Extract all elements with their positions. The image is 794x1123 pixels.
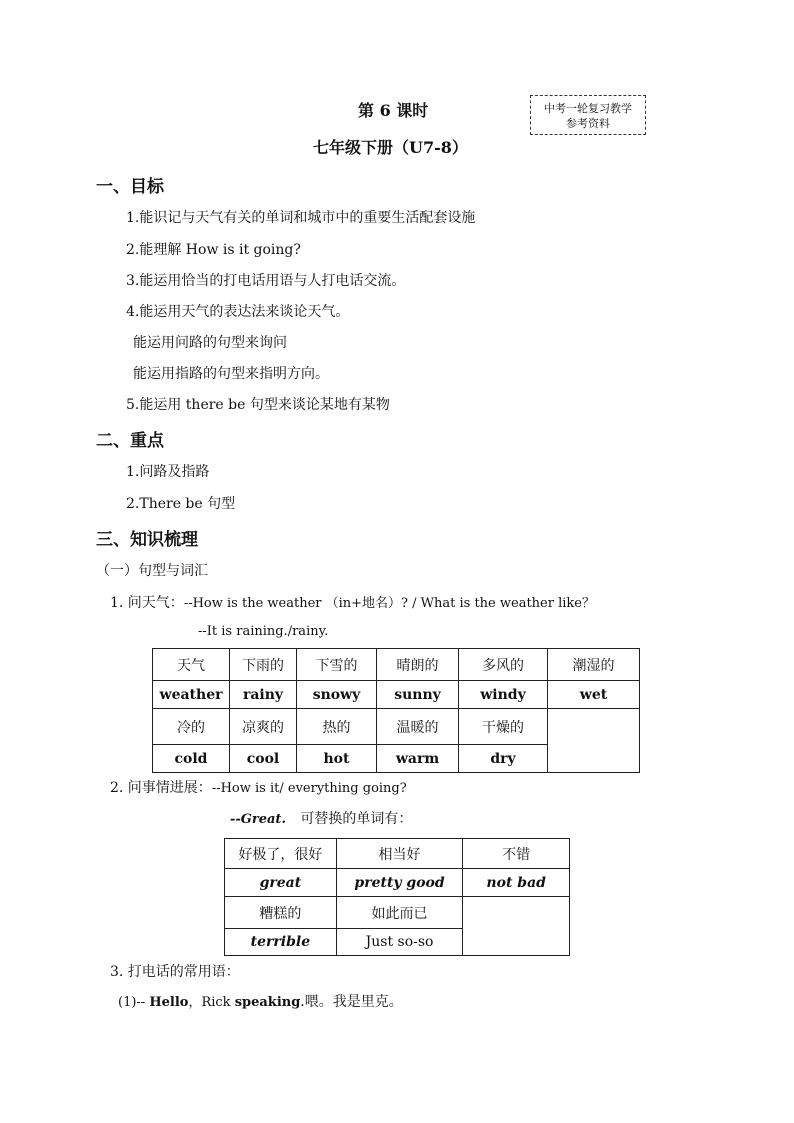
phone-line-prefix: (1)--: [118, 995, 150, 1010]
weather-cell: 潮湿的: [548, 649, 640, 681]
progress-answer-great: --Great.: [230, 812, 286, 827]
goal-item-4: 4.能运用天气的表达法来谈论天气。: [126, 304, 350, 320]
progress-empty-cell: [463, 897, 570, 956]
progress-cell: pretty good: [336, 869, 463, 897]
key-item-1: 1.问路及指路: [126, 464, 210, 480]
weather-question-label: 1. 问天气：: [110, 595, 184, 611]
weather-cell: wet: [548, 681, 640, 709]
weather-cell: 晴朗的: [377, 649, 459, 681]
knowledge-subheading: （一）句型与词汇: [96, 563, 208, 579]
progress-cell: great: [225, 869, 337, 897]
weather-cell: cold: [153, 745, 230, 773]
weather-row-cn-2: [153, 709, 640, 745]
weather-cell: hot: [297, 745, 377, 773]
unit-title: 七年级下册（U7-8）: [313, 138, 468, 157]
progress-row-cn-2: [225, 897, 570, 929]
weather-cell: 冷的: [153, 709, 230, 745]
key-item-2: 2.There be 句型: [126, 496, 236, 512]
goal-item-1: 1.能识记与天气有关的单词和城市中的重要生活配套设施: [126, 210, 476, 226]
progress-question-label: 2. 问事情进展：: [110, 780, 212, 796]
goal-item-3: 3.能运用恰当的打电话用语与人打电话交流。: [126, 273, 406, 289]
weather-question: [110, 592, 595, 612]
reference-stamp: [530, 95, 646, 135]
progress-answer-note: 可替换的单词有：: [300, 811, 413, 827]
weather-cell: 下雨的: [230, 649, 297, 681]
stamp-line-2: 参考资料: [566, 117, 610, 130]
progress-cell: terrible: [225, 929, 337, 956]
weather-question-text: --How is the weather （in+地名）? / What is the weather like？: [183, 596, 595, 611]
weather-row-cn-1: [153, 649, 640, 681]
phone-line-1: [118, 991, 403, 1011]
progress-row-cn-1: [225, 839, 570, 869]
weather-cell: rainy: [230, 681, 297, 709]
weather-cell: sunny: [377, 681, 459, 709]
weather-cell: 温暖的: [377, 709, 459, 745]
weather-cell: cool: [230, 745, 297, 773]
weather-cell: dry: [459, 745, 548, 773]
goal-item-2: 2.能理解 How is it going?: [126, 242, 301, 258]
weather-cell: 热的: [297, 709, 377, 745]
phone-rest: .喂。我是里克。: [300, 994, 403, 1010]
progress-cell: 如此而已: [336, 897, 463, 929]
phone-hello: Hello: [149, 995, 189, 1010]
weather-row-en-1: [153, 681, 640, 709]
stamp-line-1: 中考一轮复习教学: [544, 102, 632, 115]
progress-cell: 相当好: [336, 839, 463, 869]
weather-cell: 天气: [153, 649, 230, 681]
goals-heading: 一、目标: [96, 177, 164, 197]
progress-cell: 好极了，很好: [225, 839, 337, 869]
weather-cell: 多风的: [459, 649, 548, 681]
progress-question-text: --How is it/ everything going?: [211, 781, 407, 796]
weather-cell: snowy: [297, 681, 377, 709]
key-heading: 二、重点: [96, 431, 164, 451]
weather-empty-cell: [548, 709, 640, 773]
weather-cell: windy: [459, 681, 548, 709]
phone-mid: ，Rick: [188, 995, 235, 1010]
progress-cell: 糟糕的: [225, 897, 337, 929]
weather-cell: 干燥的: [459, 709, 548, 745]
weather-cell: 凉爽的: [230, 709, 297, 745]
goal-item-7: 5.能运用 there be 句型来谈论某地有某物: [126, 397, 390, 413]
goal-item-6: 能运用指路的句型来指明方向。: [133, 366, 329, 382]
weather-answer: --It is raining./rainy.: [198, 624, 329, 639]
progress-cell: 不错: [463, 839, 570, 869]
weather-cell: 下雪的: [297, 649, 377, 681]
progress-cell: not bad: [463, 869, 570, 897]
phone-question-label: 3. 打电话的常用语：: [110, 964, 240, 980]
weather-cell: warm: [377, 745, 459, 773]
progress-vocab-table: [224, 838, 570, 956]
knowledge-heading: 三、知识梳理: [96, 530, 198, 550]
goal-item-5: 能运用问路的句型来询问: [133, 335, 287, 351]
lesson-title: 第 6 课时: [358, 101, 429, 120]
progress-cell: Just so-so: [336, 929, 463, 956]
progress-answer: [230, 808, 412, 828]
weather-vocab-table: [152, 648, 640, 773]
progress-row-en-1: [225, 869, 570, 897]
phone-speaking: speaking: [234, 995, 301, 1010]
weather-cell: weather: [153, 681, 230, 709]
progress-question: [110, 777, 407, 797]
